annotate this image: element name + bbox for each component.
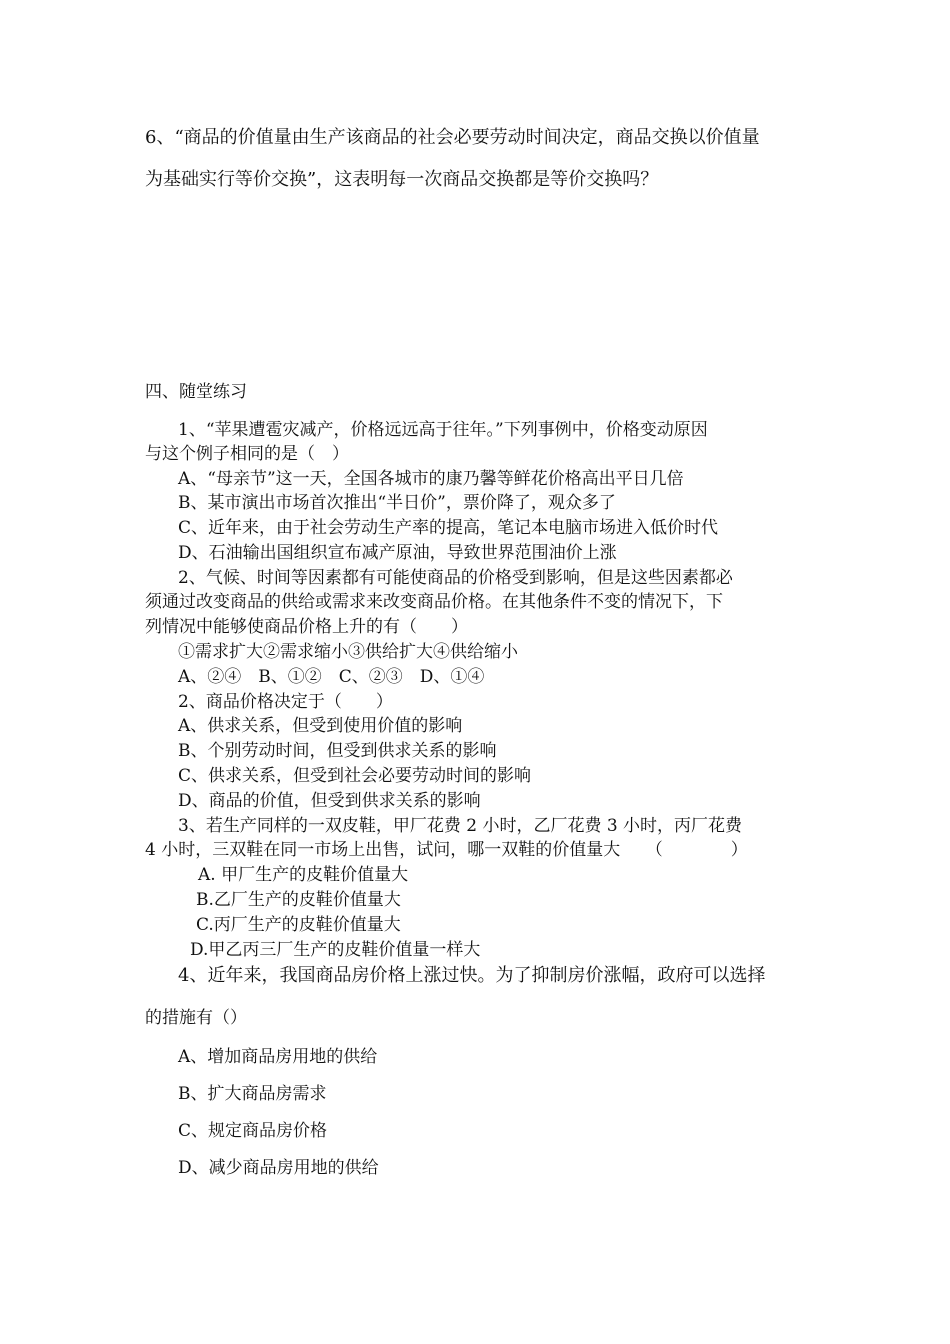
q3-option-c: C.丙厂生产的皮鞋价值量大 bbox=[196, 915, 401, 935]
q2a-stem-line-1: 2、气候、时间等因素都有可能使商品的价格受到影响，但是这些因素都必 bbox=[178, 568, 733, 588]
q3-option-a: A. 甲厂生产的皮鞋价值量大 bbox=[198, 865, 409, 885]
q3-option-b: B.乙厂生产的皮鞋价值量大 bbox=[196, 890, 401, 910]
section-title: 四、随堂练习 bbox=[145, 382, 247, 402]
q2a-stem-line-3: 列情况中能够使商品价格上升的有（ ） bbox=[145, 617, 468, 637]
q4-stem-line-2: 的措施有（） bbox=[145, 1008, 247, 1028]
q2a-stem-line-2: 须通过改变商品的供给或需求来改变商品价格。在其他条件不变的情况下，下 bbox=[145, 592, 723, 612]
q1-option-b: B、某市演出市场首次推出“半日价”，票价降了，观众多了 bbox=[178, 493, 616, 513]
q1-option-c: C、近年来，由于社会劳动生产率的提高，笔记本电脑市场进入低价时代 bbox=[178, 518, 719, 538]
q4-option-b: B、扩大商品房需求 bbox=[178, 1084, 327, 1104]
q2b-option-c: C、供求关系，但受到社会必要劳动时间的影响 bbox=[178, 766, 532, 786]
q2b-stem: 2、商品价格决定于（ ） bbox=[178, 692, 393, 712]
q4-option-a: A、增加商品房用地的供给 bbox=[178, 1047, 378, 1067]
q2b-option-b: B、个别劳动时间，但受到供求关系的影响 bbox=[178, 741, 497, 761]
q3-stem-line-1: 3、若生产同样的一双皮鞋，甲厂花费 2 小时，乙厂花费 3 小时，丙厂花费 bbox=[178, 816, 743, 836]
q1-stem-line-2: 与这个例子相同的是（ ） bbox=[145, 444, 349, 464]
q2a-options: A、②④ B、①② C、②③ D、①④ bbox=[178, 667, 485, 687]
q6-line-1: 6、“商品的价值量由生产该商品的社会必要劳动时间决定，商品交换以价值量 bbox=[145, 127, 760, 148]
q4-option-d: D、减少商品房用地的供给 bbox=[178, 1158, 379, 1178]
q1-stem-line-1: 1、“苹果遭雹灾减产，价格远远高于往年。”下列事例中，价格变动原因 bbox=[178, 420, 708, 440]
q1-option-a: A、“母亲节”这一天，全国各城市的康乃馨等鲜花价格高出平日几倍 bbox=[178, 469, 684, 489]
q2a-items: ①需求扩大②需求缩小③供给扩大④供给缩小 bbox=[178, 642, 518, 662]
q2b-option-a: A、供求关系，但受到使用价值的影响 bbox=[178, 716, 463, 736]
q4-stem-line-1: 4、近年来，我国商品房价格上涨过快。为了抑制房价涨幅，政府可以选择 bbox=[178, 965, 766, 986]
q3-stem-line-2: 4 小时，三双鞋在同一市场上出售，试问，哪一双鞋的价值量大 （ ） bbox=[145, 840, 748, 860]
q4-option-c: C、规定商品房价格 bbox=[178, 1121, 328, 1141]
q1-option-d: D、石油输出国组织宣布减产原油，导致世界范围油价上涨 bbox=[178, 543, 617, 563]
q3-option-d: D.甲乙丙三厂生产的皮鞋价值量一样大 bbox=[190, 940, 481, 960]
q6-line-2: 为基础实行等价交换”，这表明每一次商品交换都是等价交换吗？ bbox=[145, 169, 659, 190]
q2b-option-d: D、商品的价值，但受到供求关系的影响 bbox=[178, 791, 481, 811]
